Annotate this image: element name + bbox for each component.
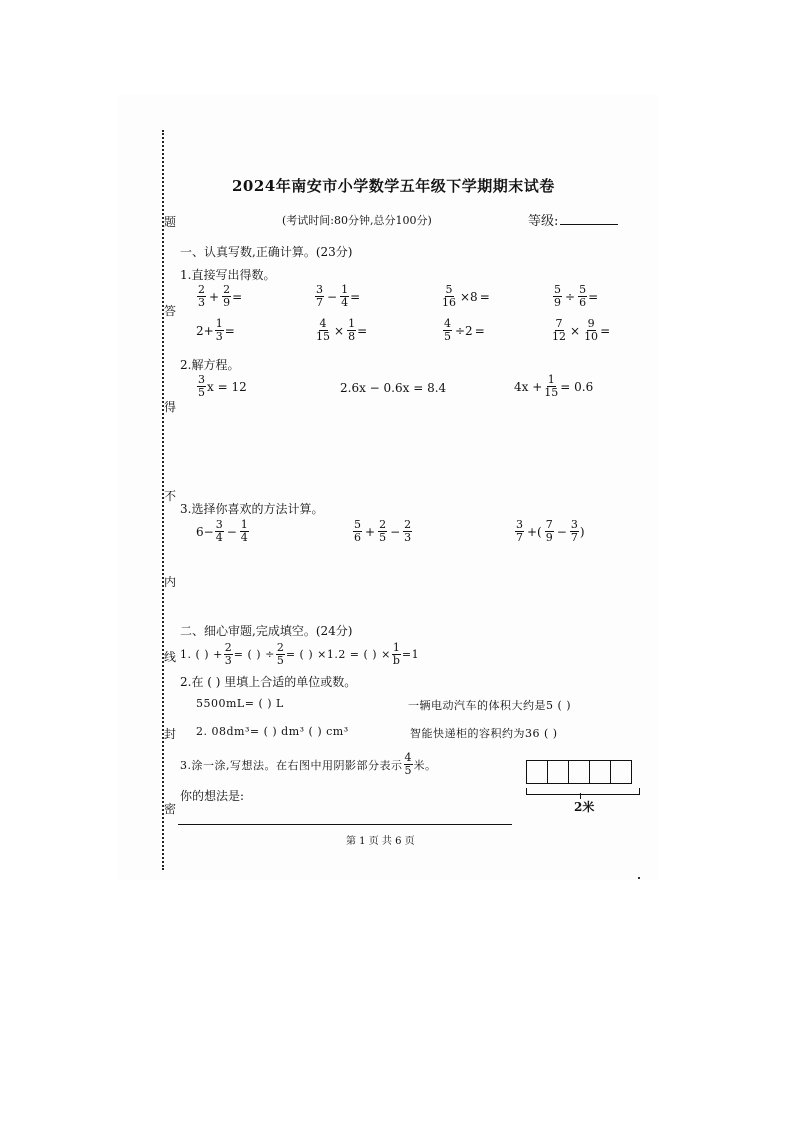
- answer-line[interactable]: [178, 824, 512, 825]
- side-label: 不: [164, 489, 177, 503]
- fill-blank-chain[interactable]: 1. ( ) + $\frac{2}{3}$ = ( ) ÷ $\frac{2}{5}$ = ( ) ×1.2 = ( ) × $\frac{1}{b}$ =1: [180, 641, 420, 667]
- equation: 4x + $\frac{1}{15}$ = 0.6: [514, 373, 594, 399]
- expression: $\frac{3}{7}$ +( $\frac{7}{9}$ − $\frac{3}{7}$ ): [516, 518, 585, 544]
- shading-grid[interactable]: [526, 760, 632, 784]
- expression: $\frac{4}{5}$ ÷2 =: [444, 317, 485, 343]
- expression: $\frac{3}{7}$ − $\frac{1}{4}$ =: [316, 283, 361, 309]
- fraction: $\frac{1}{15}$: [544, 373, 559, 399]
- side-label: 内: [164, 575, 177, 589]
- equation: 2.6x − 0.6x = 8.4: [340, 381, 447, 395]
- scan-speck: [638, 877, 640, 879]
- page-title: 2024年南安市小学数学五年级下学期期末试卷: [232, 177, 555, 195]
- grid-cell[interactable]: [569, 761, 590, 783]
- expression: $\frac{5}{9}$ ÷ $\frac{5}{6}$ =: [554, 283, 599, 309]
- grid-cell[interactable]: [527, 761, 548, 783]
- fraction: $\frac{2}{3}$: [224, 641, 232, 667]
- q3-label: 3.选择你喜欢的方法计算。: [180, 502, 324, 516]
- fraction: $\frac{1}{b}$: [392, 641, 400, 667]
- fraction: $\frac{2}{5}$: [379, 518, 387, 544]
- side-label: 封: [164, 727, 177, 741]
- fill-blank[interactable]: 一辆电动汽车的体积大约是5 ( ): [408, 699, 572, 712]
- fill-blank[interactable]: 5500mL= ( ) L: [196, 697, 284, 710]
- equation: $\frac{3}{5}$ x = 12: [198, 373, 247, 399]
- fraction: $\frac{1}{4}$: [240, 518, 248, 544]
- grade-field[interactable]: [528, 210, 618, 229]
- side-label: 密: [164, 802, 177, 816]
- fill-blank[interactable]: 2. 08dm³= ( ) dm³ ( ) cm³: [196, 725, 349, 738]
- fraction: $\frac{2}{3}$: [198, 283, 205, 309]
- grade-blank[interactable]: [560, 224, 618, 225]
- fraction: $\frac{3}{7}$: [516, 518, 523, 544]
- side-label: 得: [164, 400, 177, 414]
- fraction: $\frac{3}{7}$: [570, 518, 578, 544]
- fraction: $\frac{5}{9}$: [554, 283, 561, 309]
- fraction: $\frac{9}{10}$: [584, 317, 599, 343]
- length-brace: [526, 788, 640, 795]
- q1-label: 1.直接写出得数。: [180, 268, 276, 282]
- fraction: $\frac{7}{9}$: [545, 518, 553, 544]
- fill-blank[interactable]: 智能快递柜的容积约为36 ( ): [410, 727, 558, 740]
- thought-label: 你的想法是:: [180, 789, 245, 803]
- s2-q2-label: 2.在 ( ) 里填上合适的单位或数。: [180, 675, 357, 689]
- fraction: $\frac{2}{5}$: [276, 641, 284, 667]
- fraction: $\frac{2}{3}$: [404, 518, 412, 544]
- side-label: 题: [164, 215, 177, 229]
- length-label: 2米: [574, 800, 595, 814]
- expression: $\frac{4}{15}$ × $\frac{1}{8}$ =: [316, 317, 368, 343]
- exam-info: (考试时间:80分钟,总分100分): [282, 214, 432, 227]
- fraction: $\frac{7}{12}$: [552, 317, 566, 343]
- fraction: $\frac{5}{6}$: [354, 518, 361, 544]
- expression: $\frac{7}{12}$ × $\frac{9}{10}$ =: [552, 317, 611, 343]
- fraction: $\frac{1}{3}$: [215, 317, 223, 343]
- q2-label: 2.解方程。: [180, 358, 240, 372]
- side-label: 答: [164, 304, 177, 318]
- fraction: $\frac{1}{4}$: [341, 283, 349, 309]
- section2-heading: 二、细心审题,完成填空。(24分): [180, 624, 353, 638]
- side-label: 线: [164, 650, 177, 664]
- fraction: $\frac{2}{9}$: [223, 283, 231, 309]
- s2-q3-prompt: 3.涂一涂,写想法。在右图中用阴影部分表示 $\frac{4}{5}$ 米。: [180, 751, 437, 777]
- expression: 6− $\frac{3}{4}$ − $\frac{1}{4}$: [196, 518, 248, 544]
- expression: $\frac{5}{6}$ + $\frac{2}{5}$ − $\frac{2}{3}$: [354, 518, 412, 544]
- expression: $\frac{5}{16}$ ×8 =: [442, 283, 490, 309]
- fraction: $\frac{3}{7}$: [316, 283, 323, 309]
- grid-cell[interactable]: [548, 761, 569, 783]
- fraction: $\frac{5}{16}$: [442, 283, 456, 309]
- fraction: $\frac{1}{8}$: [348, 317, 356, 343]
- expression: 2+ $\frac{1}{3}$ =: [196, 317, 235, 343]
- grid-cell[interactable]: [611, 761, 631, 783]
- fraction: $\frac{3}{4}$: [215, 518, 223, 544]
- section1-heading: 一、认真写数,正确计算。(23分): [180, 245, 353, 259]
- grade-label: 等级:: [528, 214, 559, 229]
- grid-cell[interactable]: [590, 761, 611, 783]
- fraction: $\frac{3}{5}$: [198, 373, 205, 399]
- fraction: $\frac{4}{5}$: [444, 317, 451, 343]
- expression: $\frac{2}{3}$ + $\frac{2}{9}$ =: [198, 283, 243, 309]
- fraction: $\frac{5}{6}$: [579, 283, 587, 309]
- fraction: $\frac{4}{5}$: [404, 751, 412, 777]
- page-footer: 第 1 页 共 6 页: [346, 836, 415, 847]
- fraction: $\frac{4}{15}$: [316, 317, 330, 343]
